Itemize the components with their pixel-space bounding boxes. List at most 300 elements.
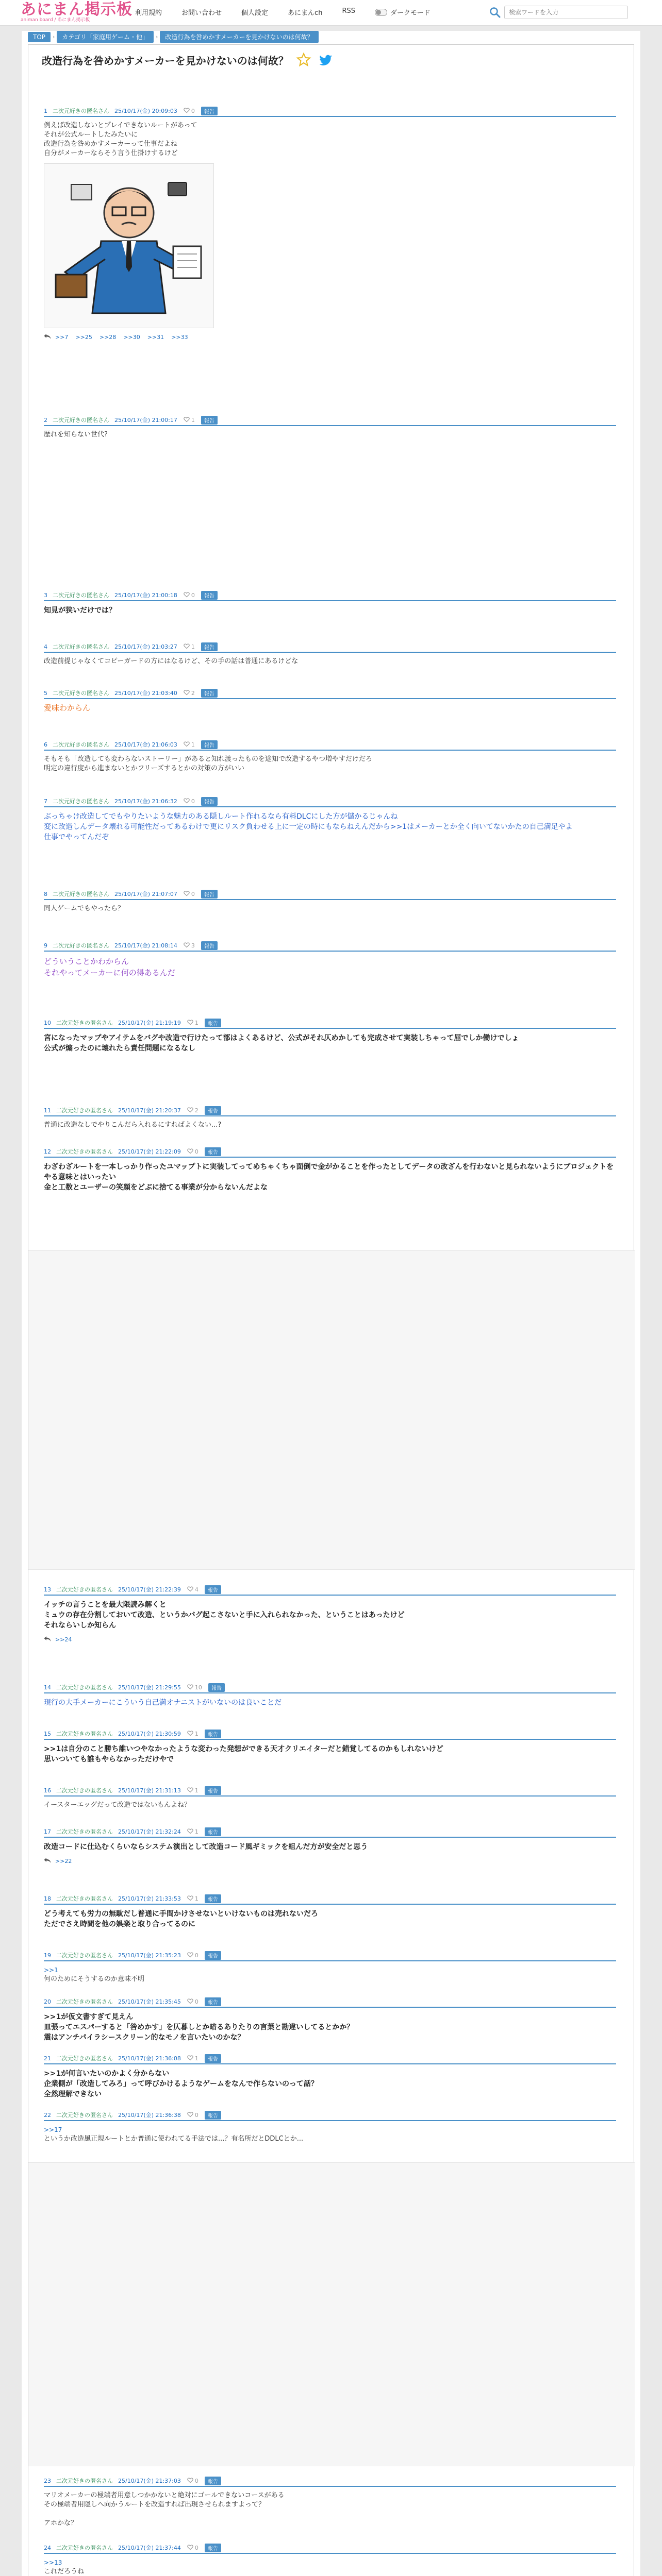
good-button[interactable]: [184, 890, 195, 898]
post: [44, 1827, 616, 1865]
poster-name: 二次元好きの匿名さん: [56, 1952, 113, 1959]
post: [44, 1951, 616, 1984]
post-text: 何のためにそうするのか意味不明: [44, 1975, 145, 1983]
post: [44, 1786, 616, 1810]
heart-icon: [184, 643, 191, 651]
chevron-right-icon: ›: [53, 33, 55, 40]
report-button[interactable]: 報告: [201, 642, 218, 651]
good-count: 0: [191, 107, 195, 114]
post-number[interactable]: 9: [44, 942, 47, 949]
post-body: [44, 1600, 616, 1631]
post-body: [44, 811, 616, 842]
post-text: イースターエッグだって改造ではないもんよね？: [44, 1801, 191, 1809]
good-button[interactable]: [184, 643, 195, 651]
post-header: [44, 107, 616, 115]
post-text: >>1が何言いたいのかよく分からない 企業側が「改造してみろ」って呼びかけるようなゲームをなんで作らないのって話？ 全然理解できない: [44, 2070, 318, 2098]
post-text: マリオメーカーの極端者用意しつかかないと絶対にゴールできないコースがある その極端者用隠しへ向かうルートを改造すれば出現させられますよって？ アホかな？: [44, 2492, 285, 2527]
breadcrumb-thread[interactable]: 改造行為を咎めかすメーカーを見かけないのは何故？: [160, 31, 318, 43]
post-divider: [44, 1157, 616, 1158]
poster-name: 二次元好きの匿名さん: [53, 108, 109, 114]
post-number[interactable]: 21: [44, 2055, 51, 2062]
heart-icon: [184, 942, 191, 950]
post-header: [44, 1106, 616, 1114]
post-header: [44, 1585, 616, 1594]
post: [44, 740, 616, 773]
post-date: 25/10/17(金) 21:35:23: [118, 1952, 181, 1959]
good-button[interactable]: [187, 1787, 198, 1794]
poster-name: 二次元好きの匿名さん: [56, 1787, 113, 1794]
post-text: どういうことかわからん それやってメーカーに何の得あるんだ: [44, 957, 175, 977]
heart-icon: [184, 107, 191, 115]
reply-link[interactable]: >>24: [55, 1636, 72, 1643]
good-count: 1: [194, 1895, 198, 1902]
post-number[interactable]: 13: [44, 1586, 51, 1593]
report-button[interactable]: 報告: [201, 107, 218, 115]
nav-settings[interactable]: 個人設定: [241, 9, 269, 17]
post-header: [44, 1786, 616, 1794]
post-header: [44, 740, 616, 749]
post-number[interactable]: 5: [44, 689, 47, 697]
post-date: 25/10/17(金) 21:36:08: [118, 2055, 181, 2062]
post-body: [44, 1909, 616, 1929]
post-date: 25/10/17(金) 21:03:27: [114, 643, 177, 650]
report-button[interactable]: 報告: [201, 591, 218, 600]
post: [44, 1683, 616, 1708]
report-button[interactable]: 報告: [205, 1951, 221, 1960]
reply-link[interactable]: >>22: [55, 1858, 72, 1865]
poster-name: 二次元好きの匿名さん: [56, 1684, 113, 1691]
post: [44, 591, 616, 616]
reply-icon: [44, 1857, 55, 1865]
reply-links: [44, 1636, 616, 1643]
post-text: 愛味わからん: [44, 703, 91, 713]
poster-name: 二次元好きの匿名さん: [53, 798, 109, 805]
report-button[interactable]: 報告: [205, 2544, 221, 2552]
post-number[interactable]: 11: [44, 1107, 51, 1114]
breadcrumb-top[interactable]: TOP: [28, 32, 51, 42]
post-text: わざわざルートを一本しっかり作ったユマップトに実装してってめちゃくちゃ面倒で金がかることを作ったとしてデータの改ざんを行わないと見られないようにブロジェクトをやる意味とはいったい 金と工数とユーザーの笑顔をどぶに捨てる事業が分からないんだよな: [44, 1163, 614, 1192]
post-image-businessman[interactable]: [44, 163, 214, 328]
post-divider: [44, 1739, 616, 1740]
post-header: [44, 416, 616, 424]
good-button[interactable]: [184, 689, 195, 697]
nav-animanch[interactable]: あにまんch: [288, 9, 323, 17]
post-header: [44, 1997, 616, 2006]
post-date: 25/10/17(金) 21:19:19: [118, 1020, 181, 1026]
report-button[interactable]: 報告: [205, 1106, 221, 1115]
reply-icon: [44, 1636, 55, 1643]
post-date: 25/10/17(金) 21:22:39: [118, 1586, 181, 1593]
post-header: [44, 642, 616, 651]
post-header: [44, 2477, 616, 2485]
post-text: 同人ゲームでもやったら？: [44, 905, 125, 912]
reply-link[interactable]: >>7: [55, 334, 69, 341]
good-button[interactable]: [187, 1586, 198, 1594]
report-button[interactable]: 報告: [201, 689, 218, 698]
post-date: 25/10/17(金) 21:36:38: [118, 2112, 181, 2119]
header-nav: [135, 7, 450, 17]
anchor-link[interactable]: >>1: [44, 1967, 58, 1974]
anchor-link[interactable]: >>13: [44, 2559, 62, 2566]
post-text: これだろうね: [44, 2568, 85, 2575]
heart-icon: [187, 1019, 195, 1027]
report-button[interactable]: 報告: [201, 797, 218, 806]
good-count: 1: [194, 1730, 198, 1737]
post: [44, 2111, 616, 2144]
thread-title: 改造行為を咎めかすメーカーを見かけないのは何故？: [42, 54, 289, 67]
report-button[interactable]: 報告: [205, 1730, 221, 1738]
post-divider: [44, 600, 616, 601]
post-body: [44, 2125, 616, 2144]
poster-name: 二次元好きの匿名さん: [56, 2112, 113, 2119]
good-count: 0: [194, 1148, 198, 1155]
post-number[interactable]: 3: [44, 591, 47, 599]
good-count: 0: [194, 1952, 198, 1959]
post-date: 25/10/17(金) 20:09:03: [114, 108, 177, 114]
post-number[interactable]: 12: [44, 1148, 51, 1155]
post-text: >>1が仮文書すぎて見えん 皿張ってエスパーすると「咎めかす」を仄暮しとか暗るありたりの言葉と勘違いしてるとかか？ 震はアンチパイラシースクリーン的なモノを言いたいのかな？: [44, 2013, 354, 2042]
good-count: 2: [191, 689, 195, 697]
breadcrumb-category[interactable]: カテゴリ「家庭用ゲーム・他」: [57, 31, 154, 43]
post-body: [44, 1801, 616, 1810]
good-count: 0: [194, 2477, 198, 2484]
heart-icon: [187, 1730, 195, 1738]
reply-link[interactable]: >>25: [75, 334, 92, 341]
post-divider: [44, 1595, 616, 1596]
post-body: [44, 1698, 616, 1708]
post-body: [44, 1744, 616, 1765]
post-header: [44, 2544, 616, 2552]
reply-link[interactable]: >>28: [99, 334, 117, 341]
chevron-right-icon: ›: [155, 33, 158, 40]
post-header: [44, 591, 616, 599]
post-date: 25/10/17(金) 21:29:55: [118, 1684, 181, 1691]
post-number[interactable]: 16: [44, 1787, 51, 1794]
post-number[interactable]: 4: [44, 643, 47, 650]
post-number[interactable]: 8: [44, 890, 47, 897]
heart-icon: [187, 2544, 195, 2552]
post-number[interactable]: 23: [44, 2477, 51, 2484]
post-date: 25/10/17(金) 21:00:18: [114, 592, 177, 599]
poster-name: 二次元好きの匿名さん: [56, 1020, 113, 1026]
poster-name: 二次元好きの匿名さん: [53, 942, 109, 949]
post-divider: [44, 116, 616, 117]
dark-mode-toggle[interactable]: [375, 7, 430, 17]
post-date: 25/10/17(金) 21:03:40: [114, 690, 177, 697]
post-body: [44, 1842, 616, 1852]
post-text: 宮になったマップやアイテムをバグや改造で行けたって部はよくあるけど、公式がそれ仄めかしても完成させて実装しちゃって屈でしか働けでしょ 公式が煽ったのに壊れたら責任問題になるなし: [44, 1034, 519, 1053]
heart-icon: [187, 2111, 195, 2119]
good-button[interactable]: [187, 1019, 198, 1027]
good-button[interactable]: [187, 1684, 202, 1691]
good-button[interactable]: [187, 2544, 198, 2552]
post-divider: [44, 2553, 616, 2554]
post-number[interactable]: 6: [44, 741, 47, 748]
good-count: 1: [191, 643, 195, 650]
heart-icon: [184, 591, 191, 599]
post: [44, 1019, 616, 1054]
post-divider: [44, 1904, 616, 1905]
post-body: [44, 1121, 616, 1130]
favorite-star-icon[interactable]: [296, 52, 311, 67]
good-button[interactable]: [187, 1828, 198, 1836]
ad-space: [28, 2162, 635, 2466]
post-header: [44, 1147, 616, 1156]
poster-name: 二次元好きの匿名さん: [56, 1895, 113, 1902]
post-body: [44, 1965, 616, 1984]
good-count: 1: [194, 1019, 198, 1026]
post-divider: [44, 2063, 616, 2064]
site-header: [0, 0, 662, 26]
post-divider: [44, 1028, 616, 1029]
report-button[interactable]: 報告: [201, 740, 218, 749]
heart-icon: [184, 890, 191, 898]
post-body: [44, 703, 616, 713]
poster-name: 二次元好きの匿名さん: [53, 690, 109, 697]
good-button[interactable]: [184, 107, 195, 115]
good-count: 0: [194, 2111, 198, 2119]
heart-icon: [187, 1684, 195, 1691]
reply-link[interactable]: >>33: [171, 334, 188, 341]
post-date: 25/10/17(金) 21:31:13: [118, 1787, 181, 1794]
post-header: [44, 2054, 616, 2062]
post-text: そもそも「改造しても変わらないストーリー」があると知れ渡ったものを途知で改造するやつ増やすだけだろ 明定の違行度から進まないとかフリーズするとかの対策の方がいい: [44, 755, 373, 772]
post-text: ぶっちゃけ改造してでもやりたいような魅力のある隠しルート作れるなら有料DLCにした方が儲かるじゃんね 変に改造しんデータ壊れる可能性だってあるわけで更にリスク負わせる上に一定の時にもならねえんだから>>1はメーカーとか全く向いてないかたの自己満足やよ 仕事でやってんだぞ: [44, 812, 573, 841]
good-button[interactable]: [187, 2111, 198, 2119]
report-button[interactable]: 報告: [205, 1585, 221, 1594]
poster-name: 二次元好きの匿名さん: [53, 741, 109, 748]
post-text: 例えば改造しないとプレイできないルートがあって それが公式ルートしたみたいに 改造行為を咎めかすメーカーって仕事だよね 自分がメーカーならそう言う仕掛けするけど: [44, 122, 197, 157]
post-text: 改造前提じゃなくてコピーガードの方にはなるけど、その手の話は普通にあるけどな: [44, 657, 299, 665]
post-date: 25/10/17(金) 21:37:03: [118, 2478, 181, 2484]
toggle-switch-icon: [375, 9, 387, 16]
search-box: [489, 6, 628, 19]
heart-icon: [187, 1148, 195, 1156]
post-divider: [44, 806, 616, 807]
post-body: [44, 2491, 616, 2528]
post-body: [44, 121, 616, 158]
post-header: [44, 1951, 616, 1959]
good-button[interactable]: [184, 416, 195, 424]
good-count: 1: [194, 2055, 198, 2062]
good-button[interactable]: [184, 798, 195, 805]
good-count: 0: [194, 1998, 198, 2005]
post-body: [44, 605, 616, 616]
post-divider: [44, 1837, 616, 1838]
page-content: [22, 31, 640, 2576]
post-divider: [44, 1115, 616, 1116]
good-button[interactable]: [187, 1107, 198, 1114]
post: [44, 107, 616, 341]
post-header: [44, 1730, 616, 1738]
post-divider: [44, 698, 616, 699]
good-button[interactable]: [187, 1952, 198, 1959]
post: [44, 1585, 616, 1643]
good-button[interactable]: [187, 1148, 198, 1156]
good-button[interactable]: [187, 1730, 198, 1738]
post-header: [44, 1827, 616, 1836]
post-number[interactable]: 20: [44, 1998, 51, 2005]
post-body: [44, 2558, 616, 2576]
post: [44, 797, 616, 842]
post: [44, 1894, 616, 1929]
post: [44, 1730, 616, 1765]
post-text: イッチの言うことを最大限読み解くと ミュウの存在分割しておいて改造、というかバグ起こさないと手に入れられなかった、ということはあったけど それならいしか知らん: [44, 1601, 405, 1630]
nav-terms[interactable]: 利用規約: [135, 9, 162, 17]
post-number[interactable]: 7: [44, 798, 47, 805]
poster-name: 二次元好きの匿名さん: [53, 417, 109, 423]
good-button[interactable]: [184, 942, 195, 950]
good-button[interactable]: [187, 1895, 198, 1903]
post-header: [44, 890, 616, 898]
nav-rss[interactable]: RSS: [342, 7, 355, 15]
poster-name: 二次元好きの匿名さん: [56, 1828, 113, 1835]
report-button[interactable]: 報告: [205, 1786, 221, 1795]
report-button[interactable]: 報告: [205, 1019, 221, 1027]
poster-name: 二次元好きの匿名さん: [53, 891, 109, 897]
good-button[interactable]: [187, 1998, 198, 2006]
reply-link[interactable]: >>31: [147, 334, 164, 341]
good-count: 0: [194, 2544, 198, 2551]
poster-name: 二次元好きの匿名さん: [53, 643, 109, 650]
heart-icon: [187, 2477, 195, 2485]
site-logo[interactable]: [21, 2, 133, 23]
site-logo-subtext: animan board / あにまん掲示板: [21, 18, 90, 23]
post: [44, 2477, 616, 2528]
heart-icon: [184, 798, 191, 805]
post-header: [44, 1019, 616, 1027]
poster-name: 二次元好きの匿名さん: [56, 1107, 113, 1114]
good-count: 0: [191, 591, 195, 599]
search-icon[interactable]: [489, 6, 501, 19]
post-text: というか改造風正規ルートとか普通に使われてる手法では...？有名所だとDDLCとか...: [44, 2135, 304, 2143]
post-header: [44, 941, 616, 950]
good-button[interactable]: [184, 591, 195, 599]
post-date: 25/10/17(金) 21:06:32: [114, 798, 177, 805]
post-number[interactable]: 22: [44, 2111, 51, 2119]
post-body: [44, 1162, 616, 1193]
post-divider: [44, 2007, 616, 2008]
good-button[interactable]: [184, 741, 195, 749]
post: [44, 941, 616, 978]
twitter-share-icon[interactable]: [319, 52, 334, 67]
good-count: 3: [191, 942, 195, 949]
anchor-link[interactable]: >>17: [44, 2126, 62, 2133]
post-divider: [44, 1960, 616, 1961]
post-text: 現行の大手メーカーにこういう自己満オナニストがいないのは良いことだ: [44, 1699, 282, 1707]
post: [44, 416, 616, 439]
post-divider: [44, 899, 616, 900]
site-logo-text: あにまん掲示板: [21, 1, 133, 19]
post-divider: [44, 1692, 616, 1693]
post-number[interactable]: 15: [44, 1730, 51, 1737]
post-body: [44, 904, 616, 913]
report-button[interactable]: 報告: [205, 2111, 221, 2120]
post-number[interactable]: 17: [44, 1828, 51, 1835]
post-header: [44, 689, 616, 697]
post-number[interactable]: 1: [44, 107, 47, 114]
report-button[interactable]: 報告: [205, 1894, 221, 1903]
post-number[interactable]: 19: [44, 1952, 51, 1959]
post: [44, 642, 616, 666]
good-count: 1: [191, 416, 195, 423]
post: [44, 1997, 616, 2043]
post-number[interactable]: 2: [44, 416, 47, 423]
post-date: 25/10/17(金) 21:32:24: [118, 1828, 181, 1835]
nav-contact[interactable]: お問い合わせ: [181, 9, 222, 17]
post-date: 25/10/17(金) 21:06:03: [114, 741, 177, 748]
post-text: 歴れを知らない世代?: [44, 431, 108, 438]
thread-container: [28, 44, 634, 2576]
post-divider: [44, 1795, 616, 1797]
post-text: 知見が狭いだけでは？: [44, 606, 116, 615]
post-number[interactable]: 10: [44, 1019, 51, 1026]
post: [44, 2054, 616, 2099]
report-button[interactable]: 報告: [205, 2054, 221, 2063]
report-button[interactable]: 報告: [205, 1997, 221, 2006]
post: [44, 2544, 616, 2576]
post-body: [44, 430, 616, 439]
poster-name: 二次元好きの匿名さん: [53, 592, 109, 599]
reply-links: [44, 333, 616, 341]
good-count: 4: [194, 1586, 198, 1593]
post-date: 25/10/17(金) 21:00:17: [114, 417, 177, 423]
report-button[interactable]: 報告: [205, 1147, 221, 1156]
heart-icon: [187, 2055, 195, 2062]
report-button[interactable]: 報告: [201, 941, 218, 950]
reply-links: [44, 1857, 616, 1865]
post-number[interactable]: 14: [44, 1684, 51, 1691]
post-date: 25/10/17(金) 21:22:09: [118, 1148, 181, 1155]
post-body: [44, 755, 616, 773]
heart-icon: [187, 1952, 195, 1959]
good-count: 0: [191, 890, 195, 897]
heart-icon: [187, 1787, 195, 1794]
good-button[interactable]: [187, 2055, 198, 2062]
post-header: [44, 1683, 616, 1691]
post-header: [44, 797, 616, 805]
search-input[interactable]: [504, 6, 628, 19]
post: [44, 1106, 616, 1130]
good-count: 10: [194, 1684, 202, 1691]
report-button[interactable]: 報告: [201, 890, 218, 899]
report-button[interactable]: 報告: [201, 416, 218, 425]
post-date: 25/10/17(金) 21:35:45: [118, 1998, 181, 2005]
report-button[interactable]: 報告: [208, 1683, 225, 1692]
good-button[interactable]: [187, 2477, 198, 2485]
post: [44, 890, 616, 913]
post-divider: [44, 652, 616, 653]
heart-icon: [187, 1586, 195, 1594]
heart-icon: [184, 689, 191, 697]
post-divider: [44, 425, 616, 426]
reply-link[interactable]: >>30: [123, 334, 140, 341]
post-text: 普通に改造なしでやりこんだら入れるにすればよくない...?: [44, 1121, 222, 1129]
report-button[interactable]: 報告: [205, 1827, 221, 1836]
post-number[interactable]: 24: [44, 2544, 51, 2551]
poster-name: 二次元好きの匿名さん: [56, 2055, 113, 2062]
post-date: 25/10/17(金) 21:33:53: [118, 1895, 181, 1902]
post-date: 25/10/17(金) 21:30:59: [118, 1731, 181, 1737]
post-body: [44, 2012, 616, 2043]
ad-space: [28, 1250, 635, 1570]
post-text: >>1は自分のこと勝ち誰いつやなかったような変わった発想ができる天才クリエイターだと錯覚してるのかもしれないけど 思いついても誰もやらなかっただけやで: [44, 1745, 443, 1764]
post-number[interactable]: 18: [44, 1895, 51, 1902]
good-count: 1: [194, 1787, 198, 1794]
poster-name: 二次元好きの匿名さん: [56, 1998, 113, 2005]
report-button[interactable]: 報告: [205, 2477, 221, 2485]
post-header: [44, 1894, 616, 1903]
